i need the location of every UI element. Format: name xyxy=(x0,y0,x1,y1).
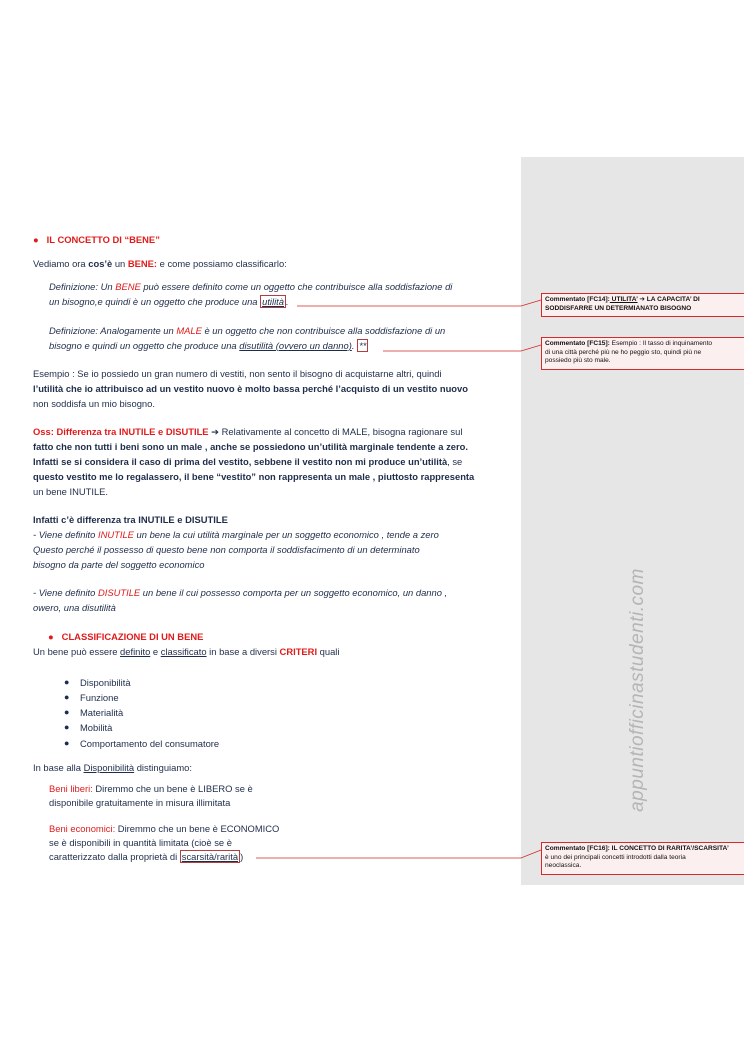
scarsita-highlight[interactable]: scarsità/rarità xyxy=(181,851,239,862)
esempio-line2: l’utilità che io attribuisco ad un vestito nuovo è molto bassa perché l’acquisto di un vestito nuovo xyxy=(33,383,468,394)
definizione-male-line2: bisogno e quindi un oggetto che produce una disutilità (ovvero un danno). ** xyxy=(49,340,367,351)
inutile-line2: Questo perché il possesso di questo bene non comporta il soddisfacimento di un determinato xyxy=(33,544,420,555)
list-bullet-icon: ● xyxy=(64,677,70,687)
comment-anchor-fc15[interactable]: ** xyxy=(359,340,367,351)
list-item: Mobilità xyxy=(80,722,113,733)
beni-liberi-line2: disponibile gratuitamente in misura illimitata xyxy=(49,797,231,808)
intro-line: Vediamo ora cos’è un BENE: e come possiamo classificarlo: xyxy=(33,258,287,269)
connector-fc14 xyxy=(297,300,541,306)
oss-line1: Oss: Differenza tra INUTILE e DISUTILE ➔ Relativamente al concetto di MALE, bisogna ragionare sul xyxy=(33,426,463,437)
beni-economici-line3: caratterizzato dalla proprietà di scarsità/rarità ) xyxy=(49,851,244,862)
list-item: Disponibilità xyxy=(80,677,131,688)
list-bullet-icon: ● xyxy=(64,738,70,748)
comment-fc15[interactable]: Commentato [FC15]: Esempio : Il tasso di inquinamento di una città perché più ne ho peggio sto, quindi più ne possiedo più sto male. xyxy=(541,337,744,370)
beni-economici-line1: Beni economici: Diremmo che un bene è ECONOMICO xyxy=(49,823,280,834)
inutile-line1: - Viene definito INUTILE un bene la cui utilità marginale per un soggetto economico , tende a zero xyxy=(33,529,439,540)
esempio-line1: Esempio : Se io possiedo un gran numero di vestiti, non sento il bisogno di acquistarne altri, quindi xyxy=(33,368,442,379)
oss-line2: fatto che non tutti i beni sono un male , anche se possiedono un’utilità marginale tendente a zero. xyxy=(33,441,468,452)
comment-fc14[interactable]: Commentato [FC14]: UTILITA’ ➔ LA CAPACITA’ DI SODDISFARRE UN DETERMIANATO BISOGNO xyxy=(541,293,744,317)
oss-line3: Infatti se si considera il caso di prima del vestito, sebbene il vestito non mi produce un’utilità, se xyxy=(33,456,463,467)
beni-economici-line2: se è disponibili in quantità limitata (cioè se è xyxy=(49,837,232,848)
list-bullet-icon: ● xyxy=(64,722,70,732)
oss-line5: un bene INUTILE. xyxy=(33,486,109,497)
list-bullet-icon: ● xyxy=(64,707,70,717)
disutile-line1: - Viene definito DISUTILE un bene il cui possesso comporta per un soggetto economico, un danno , xyxy=(33,587,448,598)
differenza-title: Infatti c’è differenza tra INUTILE e DISUTILE xyxy=(33,514,228,525)
comment-fc16[interactable]: Commentato [FC16]: IL CONCETTO DI RARITA’/SCARSITA’ è uno dei principali concetti introdotti dalla teoria neoclassica. xyxy=(541,842,744,875)
section-heading: ● IL CONCETTO DI “BENE” xyxy=(33,234,160,245)
bullet-icon: ● xyxy=(33,234,39,245)
arrow-right-icon: ➔ xyxy=(208,426,222,437)
list-item: Materialità xyxy=(80,707,124,718)
classificazione-line: Un bene può essere definito e classificato in base a diversi CRITERI quali xyxy=(33,646,340,657)
connector-fc15 xyxy=(383,345,541,351)
bullet-icon: ● xyxy=(48,631,54,642)
disutile-line2: owero, una disutilità xyxy=(33,602,116,613)
definizione-male-line1: Definizione: Analogamente un MALE è un oggetto che non contribuisce alla soddisfazione di un xyxy=(49,325,446,336)
definizione-bene-line1: Definizione: Un BENE può essere definito come un oggetto che contribuisce alla soddisfazione di xyxy=(49,281,453,292)
definizione-bene-line2: un bisogno,e quindi è un oggetto che produce una utilità . xyxy=(49,296,289,307)
classificazione-heading: ● CLASSIFICAZIONE DI UN BENE xyxy=(48,631,204,642)
disponibilita-intro: In base alla Disponibilità distinguiamo: xyxy=(33,762,192,773)
connector-fc16 xyxy=(256,850,541,858)
list-item: Funzione xyxy=(80,692,119,703)
utilita-highlight[interactable]: utilità xyxy=(262,296,284,307)
list-bullet-icon: ● xyxy=(64,692,70,702)
list-item: Comportamento del consumatore xyxy=(80,738,220,749)
inutile-line3: bisogno da parte del soggetto economico xyxy=(33,559,205,570)
esempio-line3: non soddisfa un mio bisogno. xyxy=(33,398,155,409)
watermark: appuntiofficinastudenti.com xyxy=(627,568,649,812)
oss-line4: questo vestito me lo regalassero, il bene “vestito” non rappresenta un male , piuttosto rappresenta xyxy=(33,471,475,482)
beni-liberi-line1: Beni liberi: Diremmo che un bene è LIBERO se è xyxy=(49,783,253,794)
